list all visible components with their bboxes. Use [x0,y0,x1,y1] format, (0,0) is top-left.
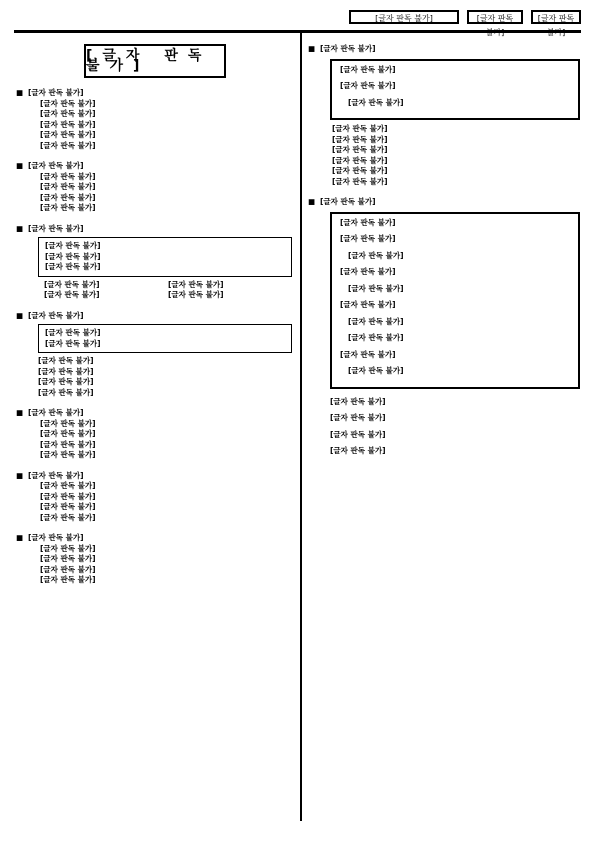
line: [글자 판독 불가] [40,418,96,428]
line: [글자 판독 불가] [40,109,96,118]
line: [글자 판독 불가] [40,575,96,584]
question-1-head: ■ [글자 판독 불가] [16,88,84,97]
passage-paragraph: [글자 판독 불가] [348,316,404,326]
box-line: [글자 판독 불가] [45,241,101,250]
line: [글자 판독 불가] [40,439,96,449]
question-5 [16,408,292,461]
page-title: [글자 판독 불가] [84,44,226,78]
header-box-2: [글자 판독 [467,10,523,24]
question-8-head: ■ [글자 판독 불가] [308,44,376,53]
column-divider [300,33,302,821]
line: [글자 판독 불가] [40,481,96,490]
option: [글자 판독 불가] [330,446,386,455]
top-rule [14,30,581,33]
question-9 [308,197,580,457]
option: [글자 판독 불가] [38,387,94,397]
passage-paragraph: [글자 판독 불가] [348,250,404,260]
question-4-head: ■ [글자 판독 불가] [16,310,84,320]
line: [글자 판독 불가] [332,176,388,186]
question-9-passage-box [330,212,580,389]
left-column [16,40,292,586]
box-line: [글자 판독 불가] [45,338,101,348]
line: [글자 판독 불가] [40,203,96,212]
box-line: [글자 판독 불가] [45,262,101,271]
question-8-passage-box [330,59,580,121]
line: [글자 판독 불가] [40,554,96,563]
answer-row: [글자 판독 불가] [글자 판독 불가] [44,279,224,289]
passage-paragraph: [글자 판독 불가] [340,81,396,90]
line: [글자 판독 불가] [40,171,96,181]
line: [글자 판독 불가] [40,512,96,522]
line: [글자 판독 불가] [40,119,96,129]
line: [글자 판독 불가] [40,543,96,553]
question-2-head: ■ [글자 판독 불가] [16,161,84,170]
line: [글자 판독 불가] [40,450,96,459]
line: [글자 판독 불가] [40,130,96,139]
line: [글자 판독 불가] [332,134,388,144]
option: [글자 판독 불가] [330,413,386,422]
line: [글자 판독 불가] [40,192,96,202]
question-7-head: ■ [글자 판독 불가] [16,533,84,542]
question-4 [16,311,292,399]
header-box-1: [글자 판독 불가] [349,10,459,24]
line: [글자 판독 불가] [332,155,388,165]
question-6-head: ■ [글자 판독 불가] [16,470,84,480]
question-9-head: ■ [글자 판독 불가] [308,197,376,206]
passage-paragraph: [글자 판독 불가] [340,64,396,74]
question-4-box [38,324,292,353]
line: [글자 판독 불가] [332,166,388,175]
line: [글자 판독 불가] [332,124,388,133]
line: [글자 판독 불가] [40,182,96,191]
question-5-head: ■ [글자 판독 불가] [16,408,84,417]
right-column [308,40,580,457]
option: [글자 판독 불가] [38,366,94,376]
header-box-3: [글자 판독 [531,10,581,24]
line: [글자 판독 불가] [332,145,388,154]
option: [글자 판독 불가] [38,356,94,365]
option: [글자 판독 불가] [330,429,386,439]
question-3-box [38,237,292,277]
line: [글자 판독 불가] [40,140,96,150]
option: [글자 판독 불가] [330,396,386,406]
passage-paragraph: [글자 판독 불가] [348,97,404,107]
option: [글자 판독 불가] [38,377,94,386]
line: [글자 판독 불가] [40,564,96,574]
line: [글자 판독 불가] [40,502,96,511]
header-boxes [349,10,581,24]
box-line: [글자 판독 불가] [45,251,101,261]
question-8 [308,44,580,187]
question-7 [16,533,292,586]
line: [글자 판독 불가] [40,429,96,438]
passage-paragraph: [글자 판독 불가] [340,217,396,227]
question-6 [16,471,292,524]
box-line: [글자 판독 불가] [45,328,101,337]
question-2 [16,161,292,214]
passage-paragraph: [글자 판독 불가] [340,234,396,243]
passage-paragraph: [글자 판독 불가] [340,349,396,359]
question-3 [16,224,292,301]
passage-paragraph: [글자 판독 불가] [348,366,404,375]
line: [글자 판독 불가] [40,98,96,108]
passage-paragraph: [글자 판독 불가] [348,283,404,293]
passage-paragraph: [글자 판독 불가] [340,267,396,276]
passage-paragraph: [글자 판독 불가] [348,333,404,342]
question-1 [16,88,292,151]
line: [글자 판독 불가] [40,491,96,501]
answer-row: [글자 판독 불가] [글자 판독 불가] [44,290,224,299]
passage-paragraph: [글자 판독 불가] [340,300,396,309]
question-3-head: ■ [글자 판독 불가] [16,223,84,233]
